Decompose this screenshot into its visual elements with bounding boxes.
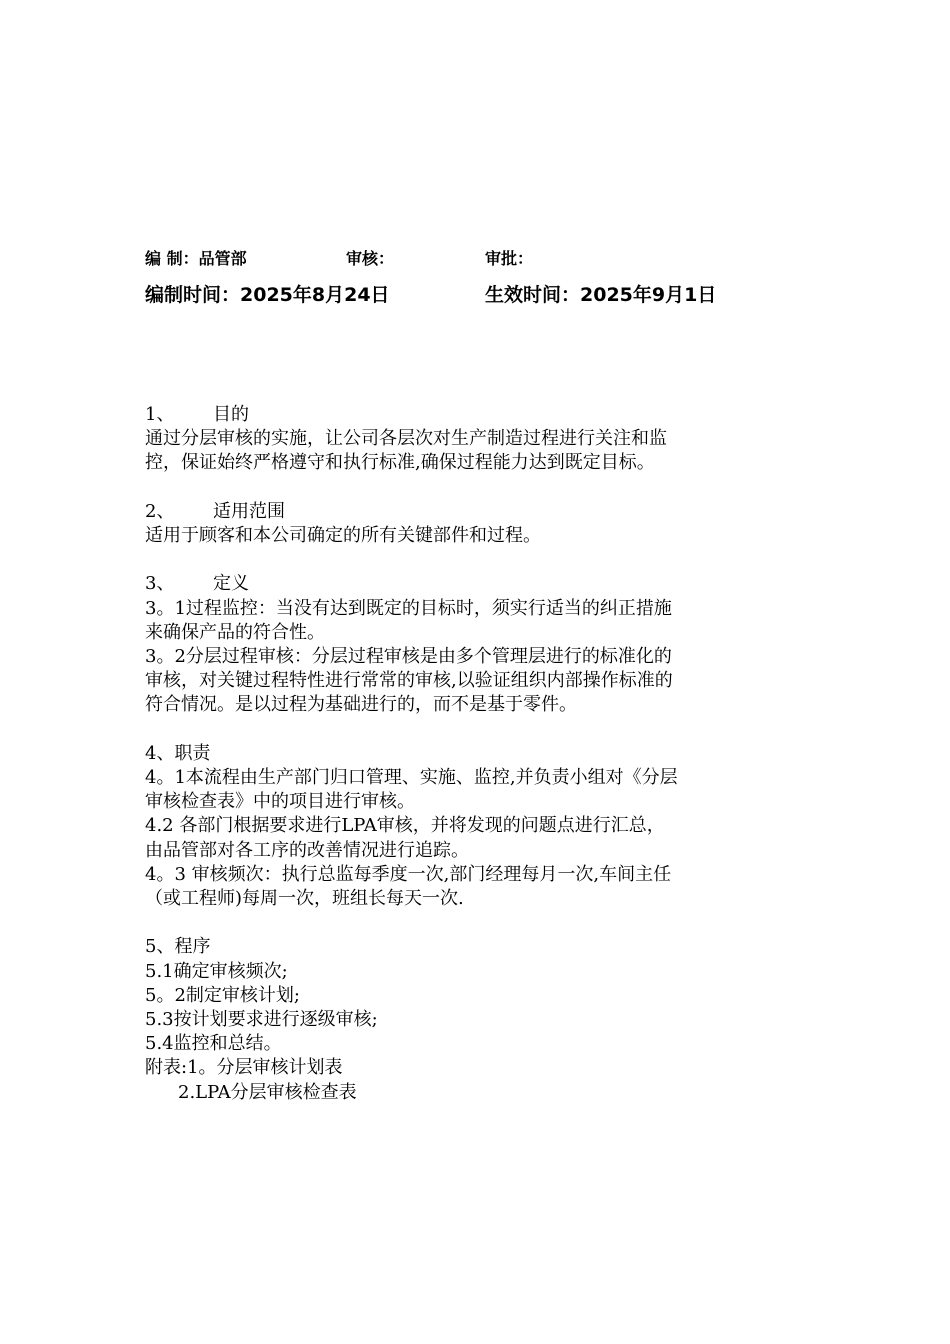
section-heading-definitions bbox=[145, 572, 815, 596]
list-item: 5。2制定审核计划; bbox=[145, 984, 300, 1006]
paragraph-line: 3。2分层过程审核：分层过程审核是由多个管理层进行的标准化的 bbox=[145, 646, 672, 667]
paragraph-line: 3。1过程监控：当没有达到既定的目标时，须实行适当的纠正措施 bbox=[145, 597, 672, 619]
effective-time: 生效时间：2025年9月1日 bbox=[485, 284, 717, 306]
paragraph-line: 控，保证始终严格遵守和执行标准,确保过程能力达到既定目标。 bbox=[145, 452, 655, 474]
compiler-label: 编 制： bbox=[145, 249, 199, 268]
list-item: 5.1确定审核频次; bbox=[145, 960, 288, 982]
paragraph-line: 4.2 各部门根据要求进行LPA审核，并将发现的问题点进行汇总， bbox=[145, 815, 665, 837]
reviewer-label: 审核： bbox=[346, 249, 395, 268]
section-number: 3、 bbox=[145, 573, 175, 595]
section-number: 2、 bbox=[145, 500, 175, 522]
paragraph-line: 4。1本流程由生产部门归口管理、实施、监控,并负责小组对《分层 bbox=[145, 767, 678, 788]
section-number: 1、 bbox=[145, 404, 175, 425]
compile-time: 编制时间：2025年8月24日 bbox=[145, 284, 390, 306]
section-title: 适用范围 bbox=[213, 500, 285, 522]
document-body bbox=[145, 403, 815, 1105]
paragraph-line: 适用于顾客和本公司确定的所有关键部件和过程。 bbox=[145, 525, 541, 546]
paragraph-line: 4。3 审核频次：执行总监每季度一次,部门经理每月一次,车间主任 bbox=[145, 863, 672, 885]
paragraph-line: 审核检查表》中的项目进行审核。 bbox=[145, 791, 415, 813]
section-heading-procedure: 5、程序 bbox=[145, 936, 211, 958]
paragraph-line: 来确保产品的符合性。 bbox=[145, 621, 325, 643]
paragraph-line: 审核，对关键过程特性进行常常的审核,以验证组织内部操作标准的 bbox=[145, 670, 673, 692]
compiler-value: 品管部 bbox=[198, 249, 247, 268]
compiler-field bbox=[145, 246, 247, 269]
list-item: 5.3按计划要求进行逐级审核; bbox=[145, 1009, 378, 1031]
attachment-line: 2.LPA分层审核检查表 bbox=[178, 1081, 357, 1103]
section-heading-responsibilities: 4、职责 bbox=[145, 742, 211, 764]
section-title: 目的 bbox=[213, 404, 249, 425]
section-heading-scope bbox=[145, 500, 815, 524]
paragraph-line: 通过分层审核的实施，让公司各层次对生产制造过程进行关注和监 bbox=[145, 428, 667, 450]
section-title: 定义 bbox=[213, 573, 249, 595]
section-heading-purpose bbox=[145, 403, 815, 427]
list-item: 5.4监控和总结。 bbox=[145, 1033, 282, 1055]
paragraph-line: （或工程师)每周一次，班组长每天一次. bbox=[145, 888, 464, 910]
paragraph-line: 由品管部对各工序的改善情况进行追踪。 bbox=[145, 839, 469, 861]
approver-label: 审批： bbox=[485, 249, 534, 268]
attachment-line: 附表:1。分层审核计划表 bbox=[145, 1057, 343, 1079]
paragraph-line: 符合情况。是以过程为基础进行的，而不是基于零件。 bbox=[145, 694, 577, 716]
